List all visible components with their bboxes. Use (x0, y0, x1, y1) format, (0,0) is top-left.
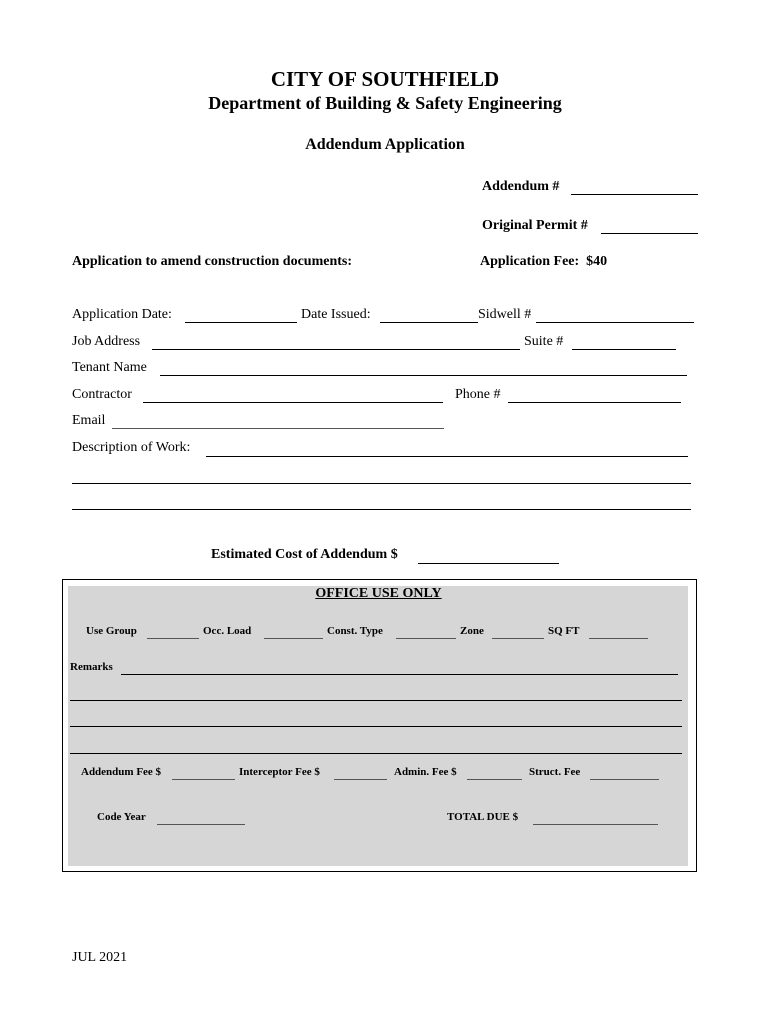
application-date-field[interactable] (185, 322, 297, 323)
original-permit-label: Original Permit # (482, 218, 588, 233)
addendum-number-label: Addendum # (482, 179, 560, 194)
estimated-cost-field[interactable] (418, 563, 559, 564)
application-date-label: Application Date: (72, 307, 172, 322)
sidwell-field[interactable] (536, 322, 694, 323)
email-field[interactable] (112, 428, 444, 429)
form-title: Addendum Application (305, 136, 465, 153)
occ-load-label: Occ. Load (203, 625, 252, 637)
contractor-field[interactable] (143, 402, 443, 403)
revision-date: JUL 2021 (72, 950, 128, 965)
email-label: Email (72, 413, 106, 428)
struct-fee-label: Struct. Fee (529, 766, 581, 778)
zone-field[interactable] (492, 638, 544, 639)
remarks-field-line-3[interactable] (70, 726, 682, 727)
original-permit-field[interactable] (601, 233, 698, 234)
interceptor-fee-field[interactable] (334, 779, 387, 780)
phone-field[interactable] (508, 402, 681, 403)
job-address-label: Job Address (72, 334, 141, 349)
tenant-name-field[interactable] (160, 375, 687, 376)
date-issued-label: Date Issued: (301, 307, 371, 322)
occ-load-field[interactable] (264, 638, 323, 639)
application-fee-label: Application Fee: (480, 254, 580, 269)
use-group-field[interactable] (147, 638, 199, 639)
sq-ft-label: SQ FT (548, 625, 580, 637)
department-title: Department of Building & Safety Engineering (208, 93, 562, 113)
remarks-field-line-4[interactable] (70, 753, 682, 754)
interceptor-fee-label: Interceptor Fee $ (239, 766, 320, 778)
job-address-field[interactable] (152, 349, 520, 350)
suite-label: Suite # (524, 334, 564, 349)
office-use-title: OFFICE USE ONLY (315, 586, 442, 601)
description-label: Description of Work: (72, 440, 191, 455)
struct-fee-field[interactable] (590, 779, 659, 780)
remarks-field-line-2[interactable] (70, 700, 682, 701)
const-type-label: Const. Type (327, 625, 383, 637)
admin-fee-label: Admin. Fee $ (394, 766, 457, 778)
description-field-line-3[interactable] (72, 509, 691, 510)
description-field-line-2[interactable] (72, 483, 691, 484)
addendum-fee-label: Addendum Fee $ (81, 766, 162, 778)
application-fee (480, 254, 607, 270)
remarks-label: Remarks (70, 661, 113, 673)
tenant-name-label: Tenant Name (72, 360, 147, 375)
sidwell-label: Sidwell # (478, 307, 532, 322)
suite-field[interactable] (572, 349, 676, 350)
code-year-label: Code Year (97, 811, 146, 823)
total-due-label: TOTAL DUE $ (447, 811, 519, 823)
estimated-cost-label: Estimated Cost of Addendum $ (211, 547, 398, 562)
description-field-line-1[interactable] (206, 456, 688, 457)
admin-fee-field[interactable] (467, 779, 522, 780)
city-title: CITY OF SOUTHFIELD (270, 67, 500, 91)
addendum-number-field[interactable] (571, 194, 698, 195)
const-type-field[interactable] (396, 638, 456, 639)
addendum-fee-field[interactable] (172, 779, 235, 780)
amend-statement: Application to amend construction documents: (72, 254, 353, 269)
contractor-label: Contractor (72, 387, 132, 402)
zone-label: Zone (460, 625, 484, 637)
code-year-field[interactable] (157, 824, 245, 825)
use-group-label: Use Group (86, 625, 137, 637)
remarks-field-line-1[interactable] (121, 674, 678, 675)
total-due-field[interactable] (533, 824, 658, 825)
application-fee-value: $40 (586, 254, 608, 269)
phone-label: Phone # (455, 387, 501, 402)
date-issued-field[interactable] (380, 322, 478, 323)
sq-ft-field[interactable] (589, 638, 648, 639)
